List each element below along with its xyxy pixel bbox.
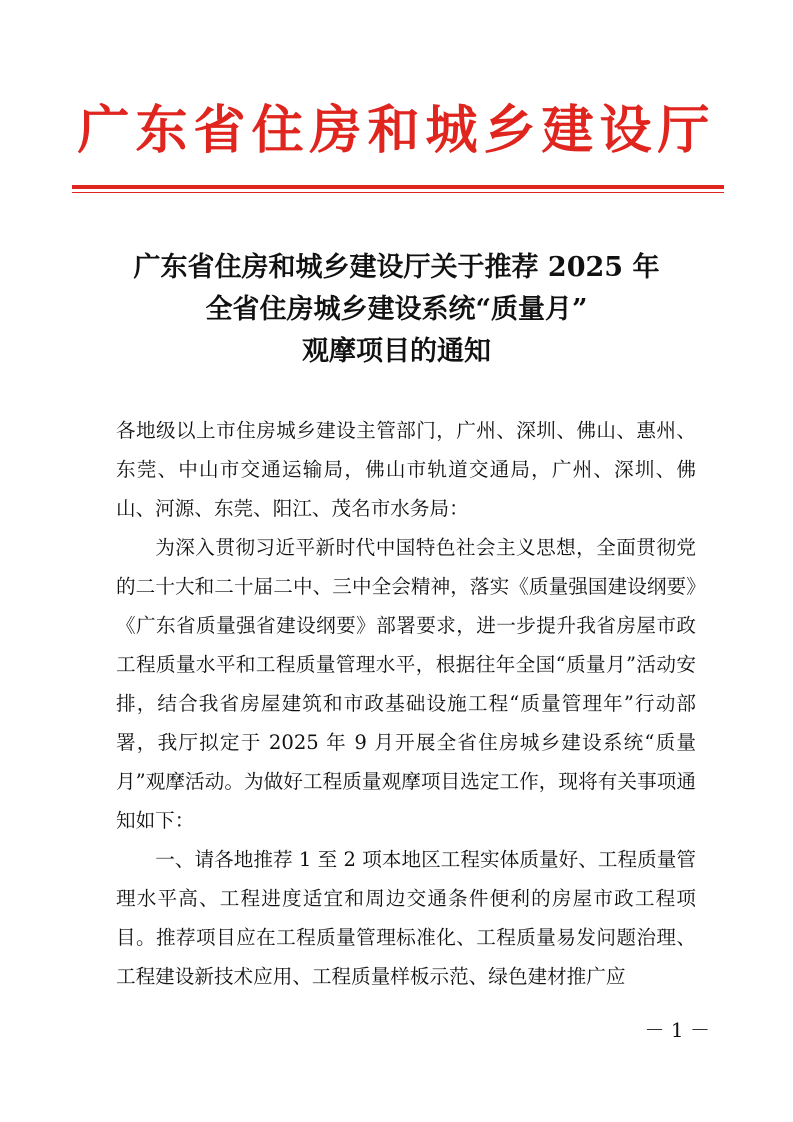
addressee-paragraph: 各地级以上市住房城乡建设主管部门，广州、深圳、佛山、惠州、东莞、中山市交通运输局，佛山市轨道交通局，广州、深圳、佛山、河源、东莞、阳江、茂名市水务局：: [116, 419, 696, 520]
body-paragraph-2: 一、请各地推荐 1 至 2 项本地区工程实体质量好、工程质量管理水平高、工程进度适宜和周边交通条件便利的房屋市政工程项目。推荐项目应在工程质量管理标准化、工程质量易发问题治理、工程建设新技术应用、工程质量样板示范、绿色建材推广应: [116, 848, 696, 988]
document-title-line-3: 观摩项目的通知: [302, 336, 491, 367]
letterhead-rule-thick: [72, 185, 724, 189]
page-number: － 1 －: [644, 1018, 710, 1042]
body-paragraph-1: 为深入贯彻习近平新时代中国特色社会主义思想，全面贯彻党的二十大和二十届二中、三中全会精神，落实《质量强国建设纲要》《广东省质量强省建设纲要》部署要求，进一步提升我省房屋市政工程质量水平和工程质量管理水平，根据往年全国“质量月”活动安排，结合我省房屋建筑和市政基础设施工程“质量管理年”行动部署，我厅拟定于 2025 年 9 月开展全省住房城乡建设系统“质量月”观摩活动。为做好工程质量观摩项目选定工作，现将有关事项通知如下：: [116, 536, 696, 832]
letterhead-title: 广东省住房和城乡建设厅: [77, 100, 716, 161]
document-body: [116, 411, 696, 996]
document-title: [60, 247, 733, 373]
letterhead-rule-thin: [72, 192, 724, 193]
document-title-line-2: 全省住房城乡建设系统“质量月”: [205, 294, 588, 325]
document-title-line-1: 广东省住房和城乡建设厅关于推荐 2025 年: [133, 252, 660, 283]
